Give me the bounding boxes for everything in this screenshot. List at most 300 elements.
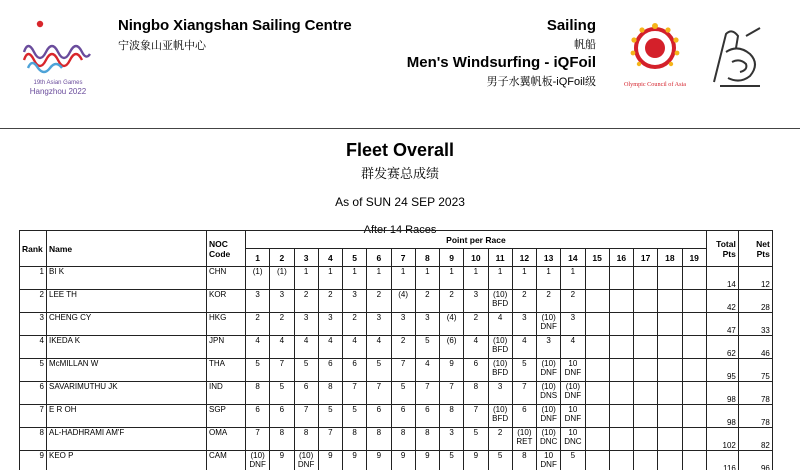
race-score-cell <box>682 359 706 382</box>
race-score-cell <box>488 428 512 451</box>
race-score: 3 <box>425 313 430 322</box>
race-score: 2 <box>546 290 551 299</box>
race-score-cell <box>294 290 318 313</box>
table-row <box>20 290 773 313</box>
race-score-cell <box>537 290 561 313</box>
race-score: 10 <box>568 359 578 368</box>
race-score-cell <box>464 451 488 470</box>
race-score-cell <box>294 428 318 451</box>
race-score-cell <box>270 405 294 428</box>
race-score: 5 <box>449 451 454 460</box>
race-score-cell <box>512 451 536 470</box>
race-score-cell <box>682 290 706 313</box>
table-row <box>20 267 773 290</box>
race-score-cell <box>488 267 512 290</box>
race-score-cell <box>512 428 536 451</box>
race-score-cell <box>634 405 658 428</box>
race-score: 5 <box>522 359 527 368</box>
race-score: 2 <box>400 336 406 345</box>
noc-cell: HKG <box>207 313 246 336</box>
race-score-cell <box>343 382 367 405</box>
asian-games-logo-line2: Hangzhou 2022 <box>29 87 87 96</box>
col-header-race: 9 <box>440 249 464 267</box>
race-score-cell <box>367 359 391 382</box>
race-score-cell <box>512 290 536 313</box>
race-score-cell <box>561 359 585 382</box>
race-score-cell <box>318 359 342 382</box>
as-of-date: As of SUN 24 SEP 2023 <box>335 195 465 209</box>
athlete-name-cell: LEE TH <box>47 290 207 313</box>
race-score-cell <box>585 267 609 290</box>
rank-cell: 7 <box>20 405 47 428</box>
race-score-cell <box>585 359 609 382</box>
race-score: 9 <box>328 451 333 460</box>
race-score-cell <box>464 382 488 405</box>
athlete-name-cell: E R OH <box>47 405 207 428</box>
col-header-points-per-race: Point per Race <box>246 231 707 249</box>
race-score-cell <box>658 336 682 359</box>
col-header-total: Total Pts <box>706 231 738 267</box>
noc-cell: KOR <box>207 290 246 313</box>
race-score: 6 <box>473 359 479 368</box>
table-row <box>20 336 773 359</box>
race-score: 3 <box>449 428 454 437</box>
race-score-cell <box>512 336 536 359</box>
race-score-cell <box>537 405 561 428</box>
noc-cell: CAM <box>207 451 246 470</box>
race-score: 4 <box>570 336 576 345</box>
race-score-cell <box>585 336 609 359</box>
race-score-cell <box>318 290 342 313</box>
race-penalty-code: BFD <box>492 345 509 354</box>
race-score-cell <box>415 336 439 359</box>
race-score-cell <box>682 336 706 359</box>
race-score: 9 <box>449 359 454 368</box>
race-score-cell <box>270 336 294 359</box>
athlete-name-cell: CHENG CY <box>47 313 207 336</box>
race-score-cell <box>367 336 391 359</box>
race-score: 8 <box>425 428 430 437</box>
race-score-cell <box>415 313 439 336</box>
race-score: 7 <box>352 382 357 391</box>
race-score-cell <box>609 290 633 313</box>
race-score: 2 <box>570 290 576 299</box>
race-score: 6 <box>522 405 527 414</box>
race-score-cell <box>367 405 391 428</box>
race-score-cell <box>246 451 270 470</box>
total-points-cell: 14 <box>706 267 738 290</box>
race-score-cell <box>440 359 464 382</box>
race-score: 10 <box>544 451 554 460</box>
race-score-cell <box>537 313 561 336</box>
race-score-cell <box>415 267 439 290</box>
race-score: 5 <box>352 405 357 414</box>
race-score-cell <box>343 359 367 382</box>
race-penalty-code: BFD <box>492 299 509 308</box>
sport-name-en: Sailing <box>546 17 596 34</box>
rank-cell: 2 <box>20 290 47 313</box>
col-header-race: 16 <box>609 249 633 267</box>
race-score: 7 <box>522 382 527 391</box>
race-score: 8 <box>255 382 260 391</box>
race-score: 2 <box>255 313 260 322</box>
race-score-cell <box>658 382 682 405</box>
race-score-cell <box>585 382 609 405</box>
col-header-race: 8 <box>415 249 439 267</box>
race-score-cell <box>658 428 682 451</box>
race-score-cell <box>512 313 536 336</box>
race-score-cell <box>561 405 585 428</box>
race-score-cell <box>609 336 633 359</box>
race-score: 5 <box>425 336 430 345</box>
race-score: 2 <box>328 290 333 299</box>
race-score: 1 <box>376 267 382 276</box>
rank-cell: 8 <box>20 428 47 451</box>
race-score: 4 <box>352 336 357 345</box>
race-score-cell <box>537 451 561 470</box>
asian-games-logo-line1: 19th Asian Games <box>33 80 83 86</box>
race-score: 5 <box>328 405 333 414</box>
net-points-cell: 33 <box>738 313 772 336</box>
race-score-cell <box>512 382 536 405</box>
col-header-noc: NOC Code <box>207 231 246 267</box>
race-score: 6 <box>279 405 285 414</box>
race-score: 10 <box>568 428 578 437</box>
race-score-cell <box>318 267 342 290</box>
table-row <box>20 428 773 451</box>
race-score: 3 <box>400 313 406 322</box>
race-score-cell <box>488 290 512 313</box>
race-penalty-code: DNF <box>297 460 315 469</box>
page-header <box>0 0 800 120</box>
col-header-rank: Rank <box>20 231 47 267</box>
table-row <box>20 405 773 428</box>
race-score: (10) <box>517 428 532 437</box>
race-score: 2 <box>352 313 357 322</box>
race-score-cell <box>270 428 294 451</box>
race-score-cell <box>367 267 391 290</box>
race-score-cell <box>415 405 439 428</box>
race-score-cell <box>585 313 609 336</box>
race-score-cell <box>440 267 464 290</box>
race-score: 7 <box>303 405 309 414</box>
race-score-cell <box>246 382 270 405</box>
col-header-race: 13 <box>537 249 561 267</box>
race-score: 5 <box>473 428 479 437</box>
race-score: 1 <box>400 267 406 276</box>
race-score-cell <box>343 451 367 470</box>
race-score-cell <box>634 451 658 470</box>
col-header-race: 1 <box>246 249 270 267</box>
race-score: 3 <box>376 313 382 322</box>
race-score: 7 <box>279 359 285 368</box>
race-score: 1 <box>570 267 576 276</box>
total-points-cell: 102 <box>706 428 738 451</box>
race-score-cell <box>391 267 415 290</box>
race-score-cell <box>246 428 270 451</box>
race-score: 8 <box>328 382 333 391</box>
results-body <box>20 267 773 470</box>
race-score: 4 <box>255 336 260 345</box>
race-score-cell <box>318 382 342 405</box>
race-score-cell <box>561 290 585 313</box>
race-penalty-code: DNF <box>540 322 557 331</box>
venue-name-cn: 宁波象山亚帆中心 <box>118 40 206 52</box>
race-score-cell <box>391 336 415 359</box>
report-titles <box>0 140 800 236</box>
race-penalty-code: DNF <box>564 368 582 377</box>
race-score: (1) <box>276 267 287 276</box>
race-score-cell <box>294 313 318 336</box>
race-score-cell <box>585 405 609 428</box>
col-header-name: Name <box>47 231 207 267</box>
race-score: 1 <box>497 267 503 276</box>
col-header-race: 17 <box>634 249 658 267</box>
race-score-cell <box>391 313 415 336</box>
report-title-en: Fleet Overall <box>345 140 455 160</box>
total-points-cell: 95 <box>706 359 738 382</box>
race-score-cell <box>658 313 682 336</box>
race-score-cell <box>609 359 633 382</box>
race-score: 3 <box>473 290 479 299</box>
race-score-cell <box>294 382 318 405</box>
race-score-cell <box>609 451 633 470</box>
race-penalty-code: DNS <box>540 391 558 400</box>
race-score-cell <box>367 313 391 336</box>
col-header-race: 12 <box>512 249 536 267</box>
race-score: 2 <box>449 290 454 299</box>
race-score: 6 <box>400 405 406 414</box>
venue-name-en: Ningbo Xiangshan Sailing Centre <box>118 17 352 34</box>
race-score-cell <box>294 267 318 290</box>
race-score: 8 <box>449 405 454 414</box>
race-score: 4 <box>303 336 309 345</box>
race-score: 7 <box>473 405 479 414</box>
race-score-cell <box>682 267 706 290</box>
noc-cell: JPN <box>207 336 246 359</box>
race-score-cell <box>658 267 682 290</box>
race-score-cell <box>464 290 488 313</box>
race-score-cell <box>367 451 391 470</box>
total-points-cell: 42 <box>706 290 738 313</box>
race-score-cell <box>270 267 294 290</box>
race-score-cell <box>682 382 706 405</box>
col-header-race: 4 <box>318 249 342 267</box>
race-score: 2 <box>473 313 479 322</box>
race-score-cell <box>488 382 512 405</box>
table-row <box>20 451 773 470</box>
race-score: 2 <box>279 313 285 322</box>
race-score-cell <box>318 451 342 470</box>
race-score: 2 <box>303 290 309 299</box>
race-score-cell <box>440 336 464 359</box>
oca-logo <box>612 20 698 96</box>
race-score-cell <box>246 313 270 336</box>
race-score: 9 <box>425 451 430 460</box>
race-score-cell <box>658 290 682 313</box>
race-score: 1 <box>522 267 527 276</box>
race-score: (10) <box>250 451 265 460</box>
race-score: 3 <box>497 382 503 391</box>
race-score-cell <box>634 336 658 359</box>
table-row <box>20 359 773 382</box>
race-score: 6 <box>255 405 260 414</box>
race-score-cell <box>464 336 488 359</box>
rank-cell: 1 <box>20 267 47 290</box>
rank-cell: 3 <box>20 313 47 336</box>
race-score: 4 <box>522 336 527 345</box>
race-score-cell <box>658 451 682 470</box>
net-points-cell: 82 <box>738 428 772 451</box>
race-score-cell <box>488 451 512 470</box>
race-score: 2 <box>425 290 430 299</box>
race-score-cell <box>415 359 439 382</box>
race-penalty-code: DNF <box>249 460 266 469</box>
net-points-cell: 75 <box>738 359 772 382</box>
race-score-cell <box>318 336 342 359</box>
race-score: 2 <box>497 428 503 437</box>
race-score: 2 <box>376 290 382 299</box>
race-score: 6 <box>376 405 382 414</box>
rank-cell: 9 <box>20 451 47 470</box>
athlete-name-cell: KEO P <box>47 451 207 470</box>
col-header-race: 3 <box>294 249 318 267</box>
race-score: (4) <box>446 313 457 322</box>
table-row <box>20 313 773 336</box>
race-score-cell <box>537 267 561 290</box>
race-score-cell <box>585 428 609 451</box>
net-points-cell: 96 <box>738 451 772 470</box>
races-completed: After 14 Races <box>363 224 437 236</box>
race-score: (1) <box>252 267 263 276</box>
race-score: 8 <box>303 428 309 437</box>
noc-cell: SGP <box>207 405 246 428</box>
race-score: 10 <box>568 405 578 414</box>
race-score: 5 <box>376 359 382 368</box>
athlete-name-cell: McMILLAN W <box>47 359 207 382</box>
race-score-cell <box>561 382 585 405</box>
race-score-cell <box>246 336 270 359</box>
race-score: 7 <box>425 382 430 391</box>
race-score: 4 <box>376 336 382 345</box>
athlete-name-cell: AL-HADHRAMI AM'F <box>47 428 207 451</box>
race-score-cell <box>343 313 367 336</box>
race-score-cell <box>634 290 658 313</box>
race-score-cell <box>440 451 464 470</box>
race-score: 6 <box>303 382 309 391</box>
race-score-cell <box>318 405 342 428</box>
race-score-cell <box>294 359 318 382</box>
col-header-race: 2 <box>270 249 294 267</box>
net-points-cell: 12 <box>738 267 772 290</box>
race-score-cell <box>537 428 561 451</box>
race-score-cell <box>537 359 561 382</box>
race-penalty-code: DNF <box>540 460 557 469</box>
race-score-cell <box>270 313 294 336</box>
race-score-cell <box>464 359 488 382</box>
race-score-cell <box>294 336 318 359</box>
table-header-row <box>20 231 773 249</box>
race-score-cell <box>440 428 464 451</box>
race-score-cell <box>415 382 439 405</box>
race-score: 5 <box>303 359 309 368</box>
race-score: 1 <box>473 267 479 276</box>
race-score: 3 <box>570 313 576 322</box>
race-score: (10) <box>541 313 556 322</box>
race-score: 8 <box>376 428 382 437</box>
race-score-cell <box>246 405 270 428</box>
col-header-race: 7 <box>391 249 415 267</box>
total-points-cell: 116 <box>706 451 738 470</box>
race-score-cell <box>343 290 367 313</box>
race-score-cell <box>415 451 439 470</box>
col-header-net: Net Pts <box>738 231 772 267</box>
race-score-cell <box>488 336 512 359</box>
race-score-cell <box>464 428 488 451</box>
event-name-en: Men's Windsurfing - iQFoil <box>406 54 596 71</box>
race-score: 4 <box>279 336 285 345</box>
noc-cell: IND <box>207 382 246 405</box>
race-score-cell <box>246 267 270 290</box>
race-score-cell <box>561 313 585 336</box>
race-penalty-code: DNF <box>540 368 557 377</box>
col-header-race: 18 <box>658 249 682 267</box>
race-score-cell <box>391 290 415 313</box>
race-score: (4) <box>398 290 409 299</box>
race-penalty-code: DNF <box>564 391 582 400</box>
race-score-cell <box>318 313 342 336</box>
sport-name-cn: 帆船 <box>574 39 596 51</box>
race-score: 4 <box>328 336 333 345</box>
race-score: 5 <box>255 359 260 368</box>
race-score-cell <box>391 451 415 470</box>
race-score: 9 <box>400 451 406 460</box>
athlete-name-cell: BI K <box>47 267 207 290</box>
total-points-cell: 62 <box>706 336 738 359</box>
race-score-cell <box>367 428 391 451</box>
race-score: (10) <box>493 336 508 345</box>
race-penalty-code: BFD <box>492 414 509 423</box>
race-score-cell <box>440 290 464 313</box>
race-score: (10) <box>493 405 508 414</box>
athlete-name-cell: IKEDA K <box>47 336 207 359</box>
race-score-cell <box>318 428 342 451</box>
race-score-cell <box>270 290 294 313</box>
race-score-cell <box>682 313 706 336</box>
race-score: 7 <box>449 382 454 391</box>
race-score: 1 <box>328 267 333 276</box>
race-score-cell <box>367 290 391 313</box>
race-score: (10) <box>541 359 556 368</box>
event-name-cn: 男子水翼帆板-iQFoil级 <box>486 76 596 88</box>
race-score: 7 <box>400 359 406 368</box>
race-score: (10) <box>541 428 556 437</box>
race-score: 5 <box>279 382 285 391</box>
col-header-race: 11 <box>488 249 512 267</box>
race-score-cell <box>294 405 318 428</box>
race-score: 3 <box>328 313 333 322</box>
race-score-cell <box>609 405 633 428</box>
race-penalty-code: BFD <box>492 368 509 377</box>
race-score: (6) <box>446 336 457 345</box>
athlete-name-cell: SAVARIMUTHU JK <box>47 382 207 405</box>
race-score-cell <box>270 382 294 405</box>
race-score-cell <box>585 451 609 470</box>
rank-cell: 6 <box>20 382 47 405</box>
race-score: 9 <box>352 451 357 460</box>
total-points-cell: 98 <box>706 382 738 405</box>
race-score-cell <box>561 451 585 470</box>
